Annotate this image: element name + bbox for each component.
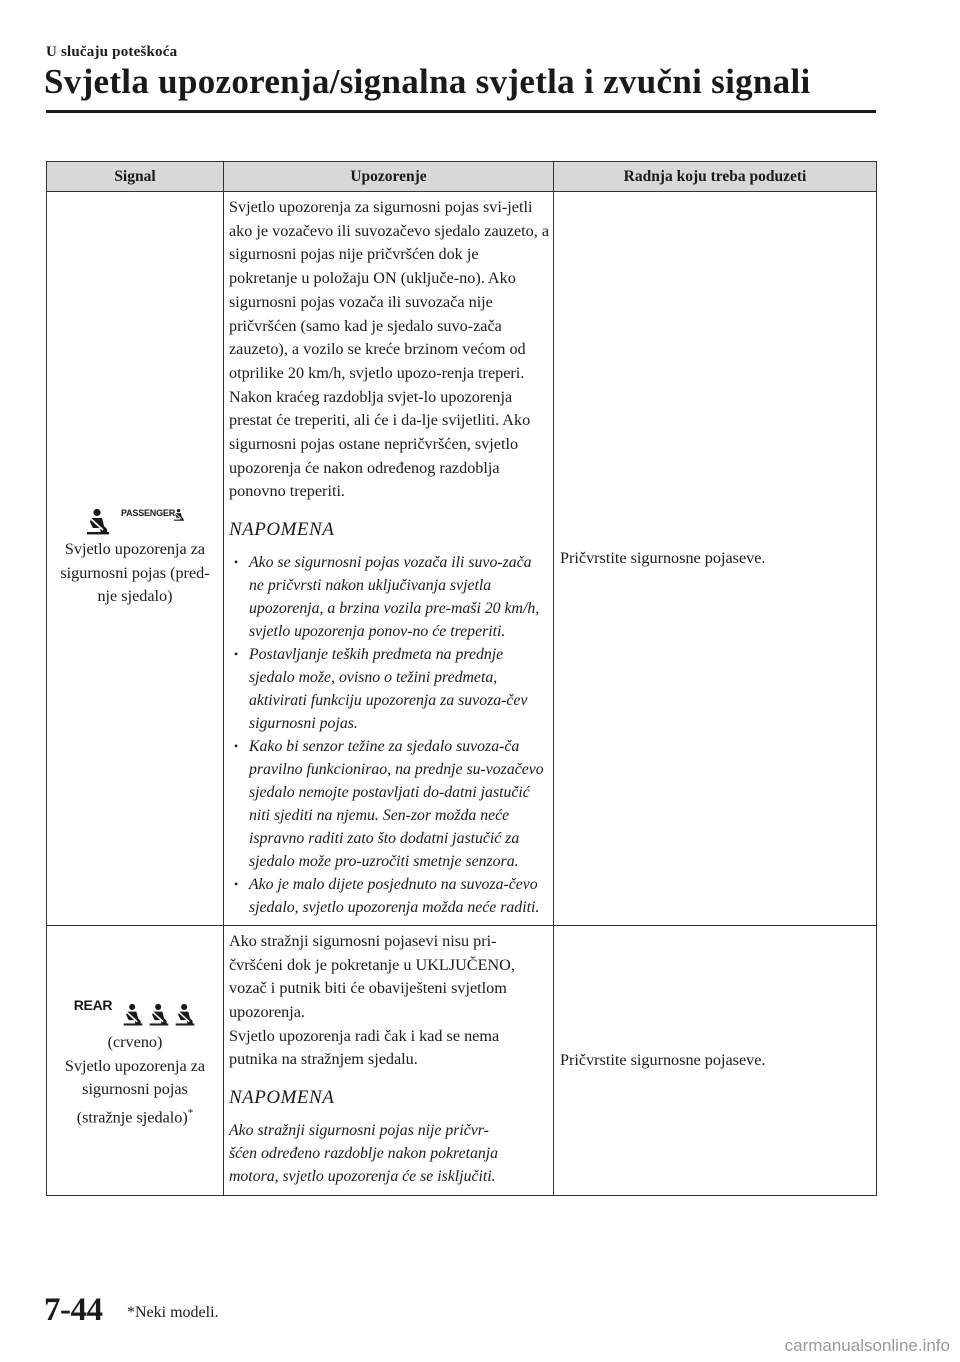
signal-line: nje sjedalo) — [97, 587, 173, 606]
rear-label: REAR — [73, 997, 113, 1014]
table-row — [47, 192, 877, 926]
bullet-icon: • — [234, 738, 239, 753]
title-rule — [46, 110, 876, 113]
warning-line: čvršćeni dok je pokretanje u UKLJUČENO, — [229, 955, 515, 974]
note-line: motora, svjetlo upozorenja će se isključiti. — [229, 1168, 496, 1186]
note-text — [229, 1119, 549, 1189]
signal-last-text: (stražnje sjedalo) — [76, 1107, 188, 1126]
signal-description — [49, 1031, 221, 1129]
section-label: U slučaju poteškoća — [46, 44, 178, 60]
rear-center-seatbelt-icon — [148, 1003, 170, 1027]
signal-line: Svjetlo upozorenja za — [64, 1056, 206, 1075]
action-text: Pričvrstite sigurnosne pojaseve. — [560, 548, 766, 567]
signal-cell-front — [47, 192, 224, 926]
page-title: Svjetla upozorenja/signalna svjetla i zvučni signali — [44, 62, 811, 101]
action-text: Pričvrstite sigurnosne pojaseve. — [560, 1050, 766, 1069]
list-item — [229, 873, 549, 919]
signal-cell-rear — [47, 925, 224, 1195]
action-cell-rear — [554, 925, 877, 1195]
page-number: 7-44 — [44, 1292, 103, 1328]
front-seatbelt-indicator — [49, 508, 221, 536]
note-text: Ako je malo dijete posjednuto na suvoza-čevo sjedalo, svjetlo upozorenja možda neće raditi. — [249, 875, 540, 916]
signal-description — [49, 538, 221, 609]
passenger-seatbelt-icon — [173, 508, 185, 522]
note-title: NAPOMENA — [229, 1087, 335, 1109]
seatbelt-icon — [85, 508, 111, 536]
list-item — [229, 643, 549, 735]
column-header-warning: Upozorenje — [224, 162, 554, 192]
signal-line: sigurnosni pojas (pred- — [60, 563, 210, 582]
footnote: *Neki modeli. — [127, 1304, 219, 1321]
warning-cell-rear — [224, 925, 554, 1195]
column-header-action: Radnja koju treba poduzeti — [554, 162, 877, 192]
note-text: Ako se sigurnosni pojas vozača ili suvo-zača ne pričvrsti nakon uključivanja svjetla upozorenja, a brzina vozila pre-maši 20 km/h, svjetlo upozorenja ponov-no će treperiti. — [249, 553, 540, 640]
warning-text: Svjetlo upozorenja za sigurnosni pojas svi-jetli ako je vozačevo ili suvozačevo sjedalo zauzeto, a sigurnosni pojas nije pričvršćen dok je pokretanje u položaju ON (uključe-no). Ako sigurnosni pojas vozača ili suvozača nije pričvršćen (samo kad je sjedalo suvo-zača zauzeto), a vozilo se kreće brzinom većom od otprilike 20 km/h, svjetlo upozo-renja treperi. Nakon kraćeg razdoblja svjet-lo upozorenja prestat će treperiti, ali će i da-lje svijetliti. Ako sigurnosni pojas ostane nepričvršćen, svjetlo upozorenja će nakon određenog razdoblja ponovno treperiti. — [229, 198, 550, 501]
note-list — [229, 551, 549, 919]
warning-line: Ako stražnji sigurnosni pojasevi nisu pri- — [229, 931, 497, 950]
list-item — [229, 735, 549, 873]
note-line: šćen određeno razdoblje nakon pokretanja — [229, 1145, 499, 1163]
warning-lights-table — [46, 161, 877, 1196]
warning-line: Svjetlo upozorenja radi čak i kad se nema — [229, 1026, 500, 1045]
table-header-row — [47, 162, 877, 192]
rear-left-seatbelt-icon — [122, 1003, 144, 1027]
note-title: NAPOMENA — [229, 519, 335, 541]
bullet-icon: • — [234, 646, 239, 661]
action-cell-front — [554, 192, 877, 926]
note-text: Postavljanje teških predmeta na prednje sjedalo može, ovisno o težini predmeta, aktivirati funkciju upozorenja za suvoza-čev sigurnosni pojas. — [249, 645, 528, 732]
table-row — [47, 925, 877, 1195]
rear-seatbelt-indicator — [49, 997, 221, 1027]
bullet-icon: • — [234, 876, 239, 891]
watermark: carmanualsonline.info — [784, 1336, 950, 1355]
warning-line: upozorenja. — [229, 1002, 305, 1021]
passenger-label: PASSENGER — [120, 508, 176, 519]
warning-cell-front — [224, 192, 554, 926]
list-item — [229, 551, 549, 643]
signal-color: (crveno) — [107, 1033, 163, 1052]
bullet-icon: • — [234, 554, 239, 569]
footnote-mark: * — [187, 1106, 194, 1119]
signal-line — [49, 1102, 221, 1130]
column-header-signal: Signal — [47, 162, 224, 192]
warning-text — [229, 930, 549, 1072]
signal-line: Svjetlo upozorenja za — [64, 540, 206, 559]
warning-line: vozač i putnik biti će obaviješteni svjetlom — [229, 979, 507, 998]
note-line: Ako stražnji sigurnosni pojas nije pričvr- — [229, 1121, 489, 1139]
signal-line: sigurnosni pojas — [82, 1080, 188, 1099]
rear-right-seatbelt-icon — [174, 1003, 196, 1027]
warning-line: putnika na stražnjem sjedalu. — [229, 1050, 418, 1069]
note-text: Kako bi senzor težine za sjedalo suvoza-ča pravilno funkcionirao, na prednje su-vozačevo sjedalo nemojte postavljati do-datni jastučić niti sjediti na njemu. Sen-zor možda neće ispravno raditi zato što dodatni jastučić za sjedalo može pro-uzročiti smetnje senzora. — [249, 737, 544, 870]
